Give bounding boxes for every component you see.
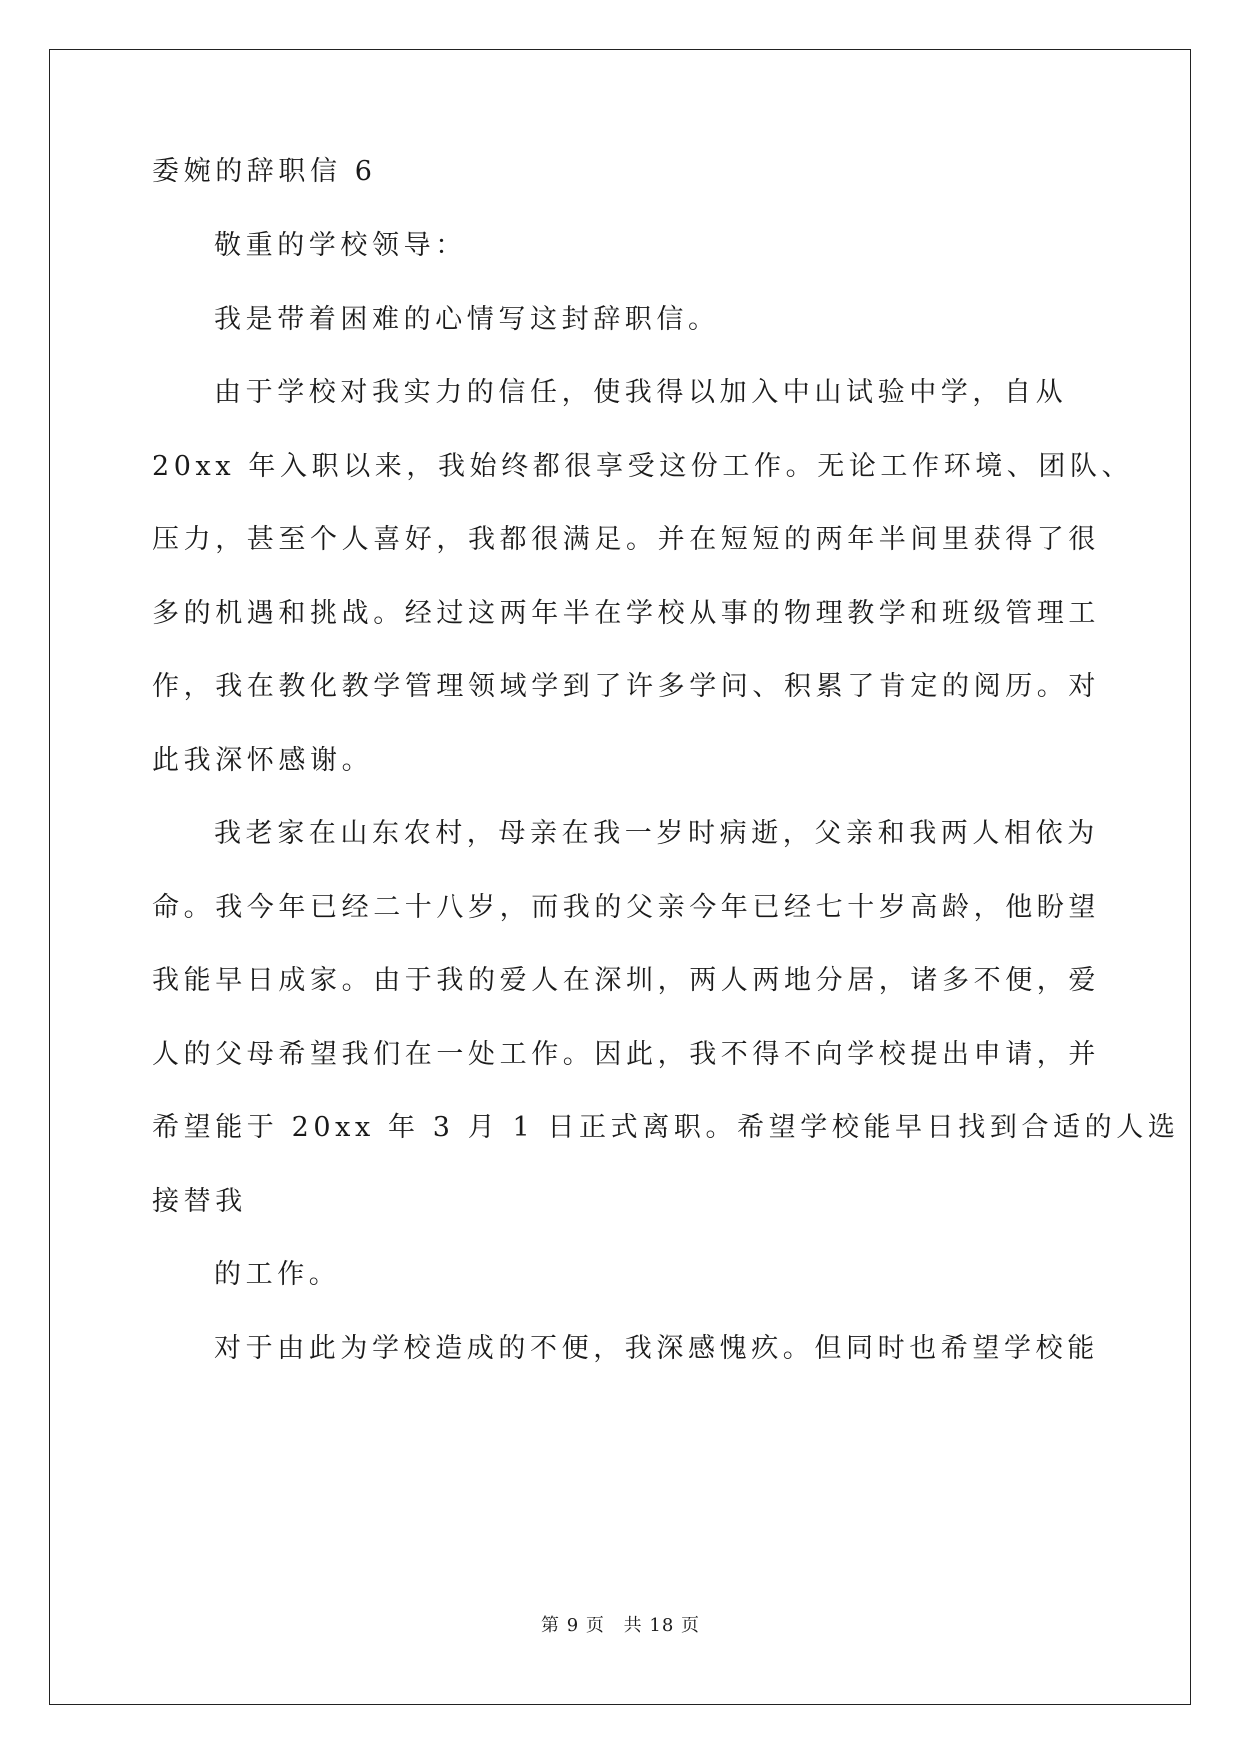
letter-title: 委婉的辞职信 6 — [152, 156, 377, 187]
paragraph-line: 多的机遇和挑战。经过这两年半在学校从事的物理教学和班级管理工 — [152, 598, 1100, 629]
paragraph-line: 人的父母希望我们在一处工作。因此，我不得不向学校提出申请，并 — [152, 1039, 1100, 1070]
paragraph-line: 对于由此为学校造成的不便，我深感愧疚。但同时也希望学校能 — [214, 1333, 1099, 1364]
paragraph-line: 希望能于 20xx 年 3 月 1 日正式离职。希望学校能早日找到合适的人选 — [152, 1112, 1180, 1143]
paragraph-line: 接替我 — [152, 1186, 247, 1217]
paragraph-line: 我是带着困难的心情写这封辞职信。 — [214, 304, 720, 335]
paragraph-line: 20xx 年入职以来，我始终都很享受这份工作。无论工作环境、团队、 — [152, 451, 1134, 482]
paragraph-line: 此我深怀感谢。 — [152, 745, 374, 776]
paragraph-line: 由于学校对我实力的信任，使我得以加入中山试验中学，自从 — [214, 377, 1068, 408]
page-total: 共 18 页 — [623, 1615, 700, 1636]
page-border — [49, 49, 1191, 1705]
paragraph-line: 我老家在山东农村，母亲在我一岁时病逝，父亲和我两人相依为 — [214, 818, 1099, 849]
paragraph-line: 的工作。 — [214, 1259, 341, 1290]
paragraph-line: 我能早日成家。由于我的爱人在深圳，两人两地分居，诸多不便，爱 — [152, 965, 1100, 996]
paragraph-line: 压力，甚至个人喜好，我都很满足。并在短短的两年半间里获得了很 — [152, 524, 1100, 555]
paragraph-line: 作，我在教化教学管理领域学到了许多学问、积累了肯定的阅历。对 — [152, 671, 1100, 702]
page-number: 第 9 页 — [541, 1615, 605, 1636]
paragraph-line: 命。我今年已经二十八岁，而我的父亲今年已经七十岁高龄，他盼望 — [152, 892, 1100, 923]
page-footer — [0, 1614, 1241, 1638]
salutation: 敬重的学校领导： — [214, 230, 467, 261]
